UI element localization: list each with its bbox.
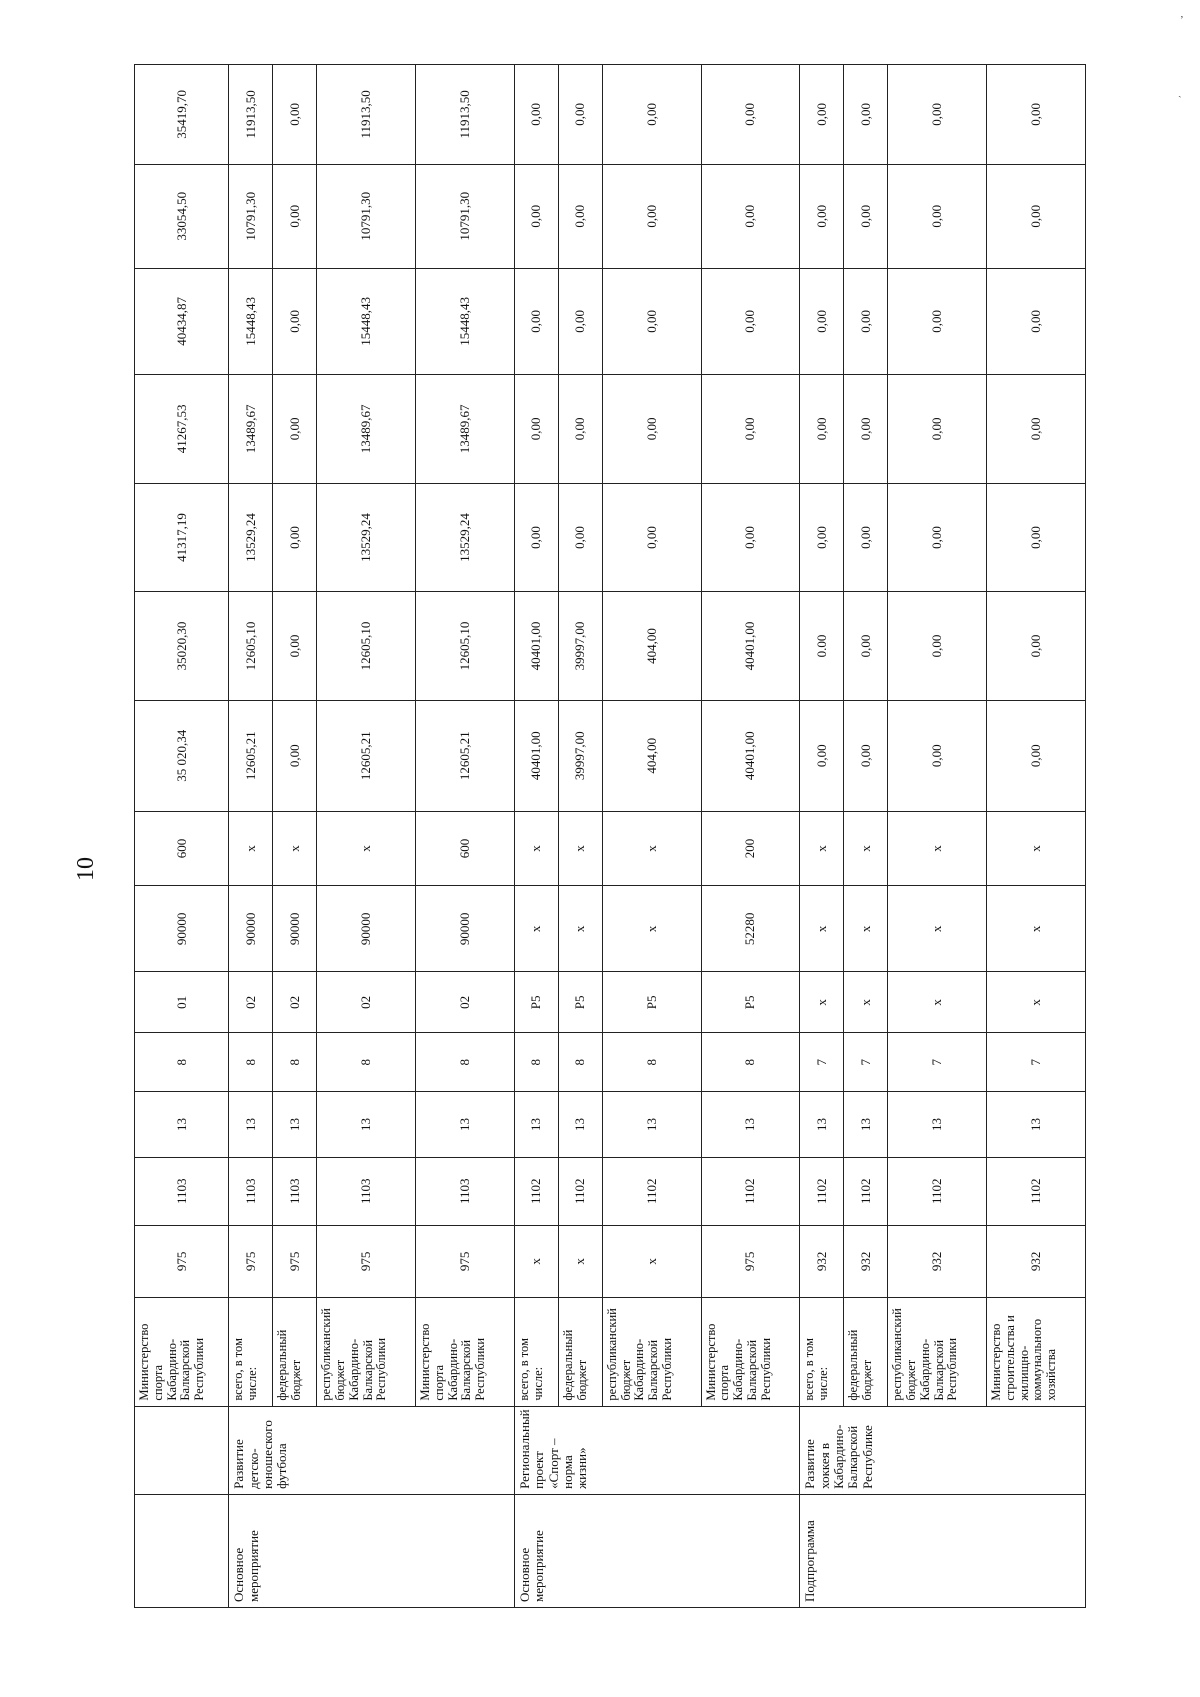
status-cell: Основное мероприятие — [514, 1494, 799, 1607]
executor-cell: всего, в том числе: — [229, 1298, 273, 1407]
direction-cell: х — [800, 886, 844, 972]
value-cell: 0,00 — [987, 268, 1086, 374]
vr-cell: х — [987, 811, 1086, 886]
value-cell: 0,00 — [558, 164, 602, 268]
subprogram-cell: 7 — [987, 1033, 1086, 1092]
value-cell: 0,00 — [701, 65, 800, 165]
grbs-cell: 932 — [800, 1225, 844, 1297]
value-cell: 0,00 — [602, 164, 701, 268]
grbs-cell: х — [514, 1225, 558, 1297]
scan-mark: ’ — [1180, 14, 1184, 26]
value-cell: 0,00 — [558, 268, 602, 374]
value-cell: 0,00 — [888, 268, 987, 374]
value-cell: 13489,67 — [229, 375, 273, 484]
rzpr-cell: 1102 — [800, 1157, 844, 1225]
name-cell — [135, 1406, 229, 1494]
value-cell: 404,00 — [602, 592, 701, 701]
vr-cell: х — [602, 811, 701, 886]
program-cell: 13 — [701, 1092, 800, 1158]
value-cell: 0,00 — [888, 375, 987, 484]
event-cell: Р5 — [514, 972, 558, 1033]
value-cell: 13489,67 — [416, 375, 515, 484]
value-cell: 0,00 — [602, 65, 701, 165]
subprogram-cell: 8 — [701, 1033, 800, 1092]
value-cell: 12605,10 — [229, 592, 273, 701]
value-cell: 0,00 — [987, 483, 1086, 592]
vr-cell: х — [888, 811, 987, 886]
value-cell: 0,00 — [987, 375, 1086, 484]
event-cell: Р5 — [558, 972, 602, 1033]
value-cell: 0,00 — [844, 375, 888, 484]
value-cell: 0,00 — [987, 592, 1086, 701]
table-row — [987, 65, 1086, 1608]
value-cell: 10791,30 — [416, 164, 515, 268]
value-cell: 15448,43 — [416, 268, 515, 374]
value-cell: 0,00 — [800, 700, 844, 811]
vr-cell: х — [800, 811, 844, 886]
subprogram-cell: 7 — [844, 1033, 888, 1092]
value-cell: 0,00 — [888, 164, 987, 268]
vr-cell: х — [514, 811, 558, 886]
table-row — [317, 65, 416, 1608]
subprogram-cell: 8 — [558, 1033, 602, 1092]
value-cell: 39997,00 — [558, 592, 602, 701]
rzpr-cell: 1103 — [416, 1157, 515, 1225]
vr-cell: х — [229, 811, 273, 886]
value-cell: 0,00 — [273, 700, 317, 811]
value-cell: 0,00 — [514, 268, 558, 374]
program-cell: 13 — [229, 1092, 273, 1158]
vr-cell: 600 — [416, 811, 515, 886]
value-cell: 11913,50 — [416, 65, 515, 165]
program-cell: 13 — [987, 1092, 1086, 1158]
value-cell: 35020,30 — [135, 592, 229, 701]
subprogram-cell: 7 — [800, 1033, 844, 1092]
rzpr-cell: 1103 — [229, 1157, 273, 1225]
event-cell: 01 — [135, 972, 229, 1033]
executor-cell: всего, в том числе: — [800, 1298, 844, 1407]
program-cell: 13 — [273, 1092, 317, 1158]
grbs-cell: 975 — [229, 1225, 273, 1297]
vr-cell: х — [558, 811, 602, 886]
direction-cell: 90000 — [416, 886, 515, 972]
table-row — [800, 65, 844, 1608]
rzpr-cell: 1103 — [317, 1157, 416, 1225]
event-cell: х — [844, 972, 888, 1033]
value-cell: 12605,10 — [416, 592, 515, 701]
value-cell: 0,00 — [987, 700, 1086, 811]
direction-cell: 90000 — [273, 886, 317, 972]
subprogram-cell: 8 — [602, 1033, 701, 1092]
program-cell: 13 — [416, 1092, 515, 1158]
value-cell: 0,00 — [800, 268, 844, 374]
value-cell: 10791,30 — [229, 164, 273, 268]
rzpr-cell: 1102 — [888, 1157, 987, 1225]
table-row — [135, 65, 229, 1608]
rzpr-cell: 1102 — [701, 1157, 800, 1225]
value-cell: 0,00 — [602, 483, 701, 592]
value-cell: 35 020,34 — [135, 700, 229, 811]
value-cell: 12605,21 — [317, 700, 416, 811]
direction-cell: х — [558, 886, 602, 972]
grbs-cell: 932 — [987, 1225, 1086, 1297]
value-cell: 0,00 — [273, 164, 317, 268]
program-cell: 13 — [317, 1092, 416, 1158]
name-cell: Развитие детско-юношеского футбола — [229, 1406, 514, 1494]
executor-cell: Министерство строительства и жилищно-коммунального хозяйства — [987, 1298, 1086, 1407]
value-cell: 0,00 — [888, 592, 987, 701]
value-cell: 0,00 — [514, 483, 558, 592]
rzpr-cell: 1102 — [558, 1157, 602, 1225]
table-row — [229, 65, 273, 1608]
direction-cell: х — [987, 886, 1086, 972]
name-cell: Развитие хоккея в Кабардино-Балкарской Республике — [800, 1406, 1086, 1494]
grbs-cell: 975 — [135, 1225, 229, 1297]
program-cell: 13 — [888, 1092, 987, 1158]
table-row — [514, 65, 558, 1608]
subprogram-cell: 8 — [229, 1033, 273, 1092]
status-cell — [135, 1494, 229, 1607]
table-row — [273, 65, 317, 1608]
budget-table — [134, 64, 1086, 1608]
executor-cell: всего, в том числе: — [514, 1298, 558, 1407]
direction-cell: 90000 — [135, 886, 229, 972]
value-cell: 40401,00 — [514, 592, 558, 701]
value-cell: 0,00 — [844, 483, 888, 592]
program-cell: 13 — [800, 1092, 844, 1158]
value-cell: 15448,43 — [229, 268, 273, 374]
value-cell: 11913,50 — [317, 65, 416, 165]
value-cell: 0,00 — [602, 375, 701, 484]
executor-cell: республиканский бюджет Кабардино-Балкарской Республики — [888, 1298, 987, 1407]
executor-cell: федеральный бюджет — [558, 1298, 602, 1407]
event-cell: 02 — [273, 972, 317, 1033]
value-cell: 0,00 — [558, 483, 602, 592]
vr-cell: 600 — [135, 811, 229, 886]
value-cell: 0,00 — [888, 65, 987, 165]
value-cell: 404,00 — [602, 700, 701, 811]
rzpr-cell: 1102 — [602, 1157, 701, 1225]
value-cell: 0,00 — [844, 700, 888, 811]
executor-cell: республиканский бюджет Кабардино-Балкарской Республики — [317, 1298, 416, 1407]
value-cell: 13489,67 — [317, 375, 416, 484]
program-cell: 13 — [844, 1092, 888, 1158]
program-cell: 13 — [514, 1092, 558, 1158]
grbs-cell: 975 — [416, 1225, 515, 1297]
direction-cell: 90000 — [229, 886, 273, 972]
event-cell: х — [888, 972, 987, 1033]
executor-cell: Министерство спорта Кабардино-Балкарской Республики — [701, 1298, 800, 1407]
value-cell: 0,00 — [800, 483, 844, 592]
grbs-cell: х — [558, 1225, 602, 1297]
value-cell: 40434,87 — [135, 268, 229, 374]
executor-cell: Министерство спорта Кабардино-Балкарской Республики — [416, 1298, 515, 1407]
vr-cell: 200 — [701, 811, 800, 886]
value-cell: 12605,10 — [317, 592, 416, 701]
grbs-cell: 932 — [888, 1225, 987, 1297]
table-row — [558, 65, 602, 1608]
value-cell: 0,00 — [844, 592, 888, 701]
value-cell: 0,00 — [800, 164, 844, 268]
value-cell: 0,00 — [888, 483, 987, 592]
direction-cell: 52280 — [701, 886, 800, 972]
value-cell: 0,00 — [273, 592, 317, 701]
program-cell: 13 — [602, 1092, 701, 1158]
subprogram-cell: 8 — [135, 1033, 229, 1092]
value-cell: 0,00 — [701, 483, 800, 592]
value-cell: 0.00 — [800, 592, 844, 701]
value-cell: 0,00 — [273, 375, 317, 484]
program-cell: 13 — [558, 1092, 602, 1158]
value-cell: 40401,00 — [701, 700, 800, 811]
value-cell: 0,00 — [273, 65, 317, 165]
value-cell: 0,00 — [273, 483, 317, 592]
rzpr-cell: 1102 — [514, 1157, 558, 1225]
grbs-cell: х — [602, 1225, 701, 1297]
table-row — [888, 65, 987, 1608]
value-cell: 40401,00 — [514, 700, 558, 811]
name-cell: Региональный проект «Спорт – норма жизни» — [514, 1406, 799, 1494]
value-cell: 0,00 — [800, 375, 844, 484]
value-cell: 13529,24 — [229, 483, 273, 592]
direction-cell: х — [602, 886, 701, 972]
value-cell: 0,00 — [800, 65, 844, 165]
subprogram-cell: 8 — [416, 1033, 515, 1092]
grbs-cell: 932 — [844, 1225, 888, 1297]
subprogram-cell: 8 — [273, 1033, 317, 1092]
value-cell: 0,00 — [701, 375, 800, 484]
subprogram-cell: 8 — [514, 1033, 558, 1092]
event-cell: х — [987, 972, 1086, 1033]
table-row — [602, 65, 701, 1608]
value-cell: 41267,53 — [135, 375, 229, 484]
value-cell: 0,00 — [602, 268, 701, 374]
event-cell: Р5 — [701, 972, 800, 1033]
vr-cell: х — [273, 811, 317, 886]
value-cell: 0,00 — [701, 268, 800, 374]
direction-cell: х — [514, 886, 558, 972]
rzpr-cell: 1102 — [987, 1157, 1086, 1225]
value-cell: 0,00 — [844, 268, 888, 374]
status-cell: Основное мероприятие — [229, 1494, 514, 1607]
event-cell: 02 — [416, 972, 515, 1033]
value-cell: 12605,21 — [416, 700, 515, 811]
status-cell: Подпрограмма — [800, 1494, 1086, 1607]
table-row — [701, 65, 800, 1608]
event-cell: Р5 — [602, 972, 701, 1033]
executor-cell: федеральный бюджет — [273, 1298, 317, 1407]
rzpr-cell: 1103 — [273, 1157, 317, 1225]
value-cell: 0,00 — [514, 375, 558, 484]
value-cell: 41317,19 — [135, 483, 229, 592]
value-cell: 13529,24 — [317, 483, 416, 592]
grbs-cell: 975 — [273, 1225, 317, 1297]
value-cell: 12605,21 — [229, 700, 273, 811]
subprogram-cell: 8 — [317, 1033, 416, 1092]
value-cell: 0,00 — [514, 164, 558, 268]
page-number: 10 — [73, 857, 99, 881]
value-cell: 40401,00 — [701, 592, 800, 701]
vr-cell: х — [317, 811, 416, 886]
executor-cell: республиканский бюджет Кабардино-Балкарской Республики — [602, 1298, 701, 1407]
value-cell: 0,00 — [558, 65, 602, 165]
executor-cell: федеральный бюджет — [844, 1298, 888, 1407]
vr-cell: х — [844, 811, 888, 886]
direction-cell: 90000 — [317, 886, 416, 972]
value-cell: 0,00 — [701, 164, 800, 268]
value-cell: 0,00 — [987, 65, 1086, 165]
value-cell: 0,00 — [273, 268, 317, 374]
value-cell: 35419,70 — [135, 65, 229, 165]
value-cell: 10791,30 — [317, 164, 416, 268]
direction-cell: х — [844, 886, 888, 972]
value-cell: 0,00 — [558, 375, 602, 484]
value-cell: 0,00 — [844, 65, 888, 165]
value-cell: 0,00 — [514, 65, 558, 165]
event-cell: 02 — [317, 972, 416, 1033]
value-cell: 11913,50 — [229, 65, 273, 165]
table-row — [416, 65, 515, 1608]
direction-cell: х — [888, 886, 987, 972]
rzpr-cell: 1103 — [135, 1157, 229, 1225]
grbs-cell: 975 — [701, 1225, 800, 1297]
value-cell: 39997,00 — [558, 700, 602, 811]
value-cell: 15448,43 — [317, 268, 416, 374]
event-cell: х — [800, 972, 844, 1033]
value-cell: 0,00 — [987, 164, 1086, 268]
executor-cell: Министерство спорта Кабардино-Балкарской Республики — [135, 1298, 229, 1407]
event-cell: 02 — [229, 972, 273, 1033]
value-cell: 0,00 — [844, 164, 888, 268]
table-row — [844, 65, 888, 1608]
rotated-sheet — [134, 64, 1086, 1608]
value-cell: 13529,24 — [416, 483, 515, 592]
subprogram-cell: 7 — [888, 1033, 987, 1092]
program-cell: 13 — [135, 1092, 229, 1158]
grbs-cell: 975 — [317, 1225, 416, 1297]
scan-mark: ˎ — [1178, 86, 1182, 98]
value-cell: 0,00 — [888, 700, 987, 811]
rzpr-cell: 1102 — [844, 1157, 888, 1225]
value-cell: 33054,50 — [135, 164, 229, 268]
